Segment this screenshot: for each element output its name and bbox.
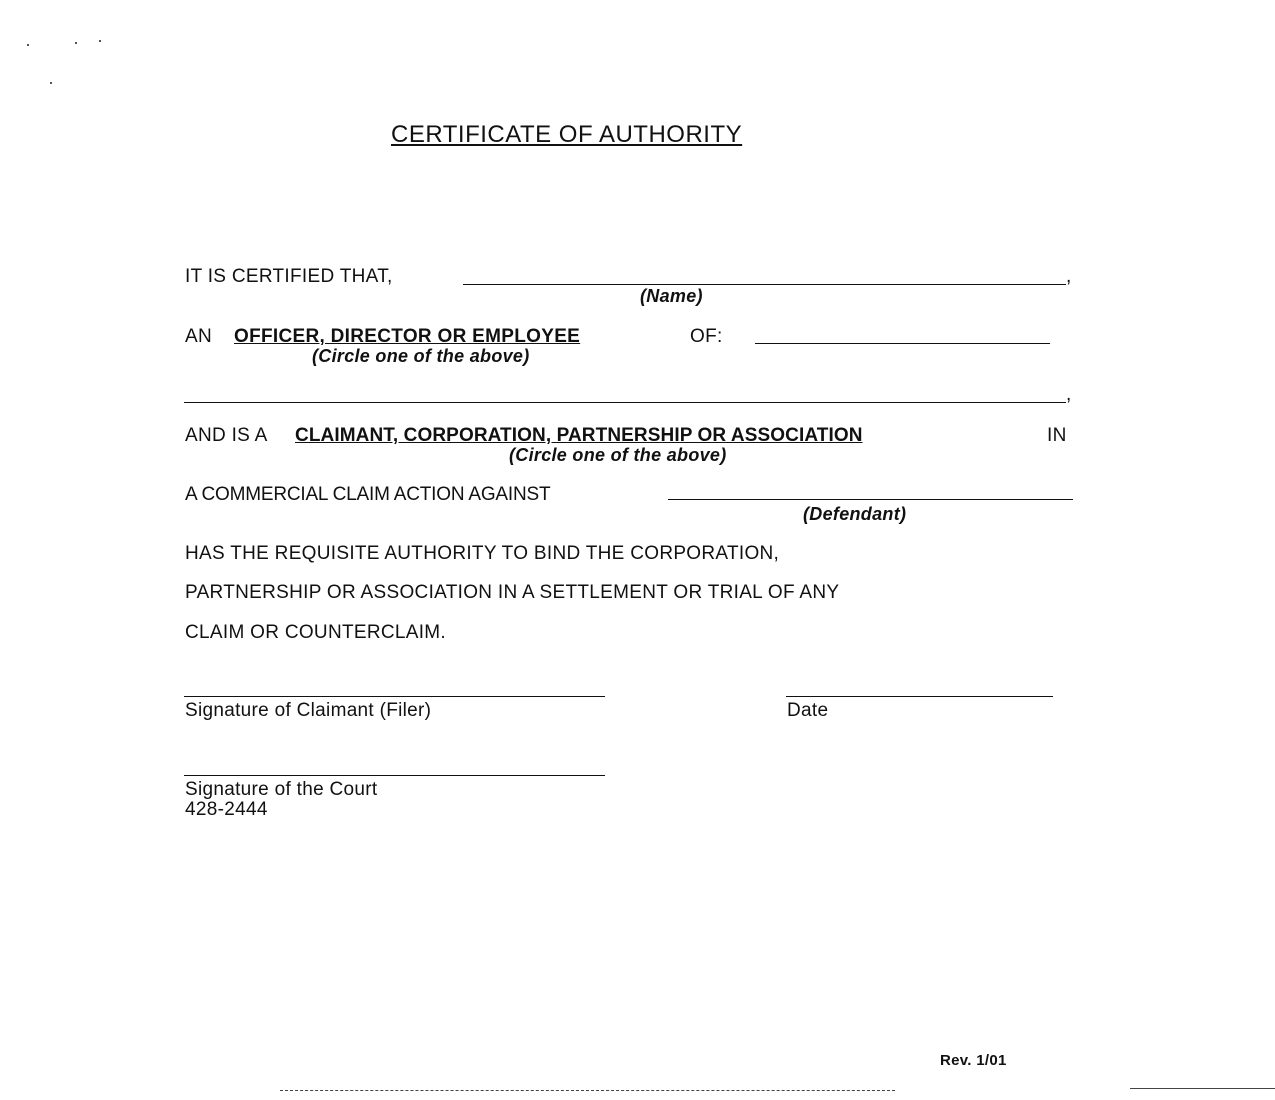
body-line: CLAIM OR COUNTERCLAIM. — [185, 622, 447, 643]
revision-label: Rev. 1/01 — [940, 1052, 1007, 1069]
scan-speck — [27, 44, 29, 46]
court-signature-label: Signature of the Court — [185, 779, 378, 800]
date-label: Date — [787, 700, 829, 721]
body-line: PARTNERSHIP OR ASSOCIATION IN A SETTLEMENT OR TRIAL OF ANY — [185, 582, 840, 603]
phone-number: 428-2444 — [185, 799, 268, 820]
entity-continued-line[interactable] — [184, 402, 1066, 403]
court-signature-line[interactable] — [184, 775, 605, 776]
role-caption: (Circle one of the above) — [312, 346, 530, 366]
action-against-label: A COMMERCIAL CLAIM ACTION AGAINST — [185, 484, 551, 505]
comma: , — [1066, 266, 1072, 287]
role-options: OFFICER, DIRECTOR OR EMPLOYEE — [234, 326, 581, 347]
body-line: HAS THE REQUISITE AUTHORITY TO BIND THE CORPORATION, — [185, 543, 780, 564]
scan-edge — [280, 1090, 895, 1091]
entity-type-caption: (Circle one of the above) — [509, 445, 727, 465]
entity-type-options: CLAIMANT, CORPORATION, PARTNERSHIP OR ASSOCIATION — [295, 425, 863, 446]
in-label: IN — [1047, 425, 1067, 446]
defendant-caption: (Defendant) — [803, 504, 907, 524]
document-title: CERTIFICATE OF AUTHORITY — [391, 121, 743, 148]
date-line[interactable] — [786, 696, 1053, 697]
claimant-signature-line[interactable] — [184, 696, 605, 697]
scan-speck — [50, 82, 52, 84]
name-field-line[interactable] — [463, 284, 1066, 285]
scan-speck — [75, 42, 77, 44]
an-label: AN — [185, 326, 212, 347]
claimant-signature-label: Signature of Claimant (Filer) — [185, 700, 432, 721]
and-is-a-label: AND IS A — [185, 425, 268, 446]
scan-speck — [99, 40, 101, 42]
name-caption: (Name) — [640, 286, 703, 306]
certified-that-label: IT IS CERTIFIED THAT, — [185, 266, 393, 287]
comma: , — [1066, 384, 1072, 405]
entity-field-line[interactable] — [755, 343, 1050, 344]
defendant-field-line[interactable] — [668, 499, 1073, 500]
scan-edge — [1130, 1088, 1275, 1089]
of-label: OF: — [690, 326, 723, 347]
